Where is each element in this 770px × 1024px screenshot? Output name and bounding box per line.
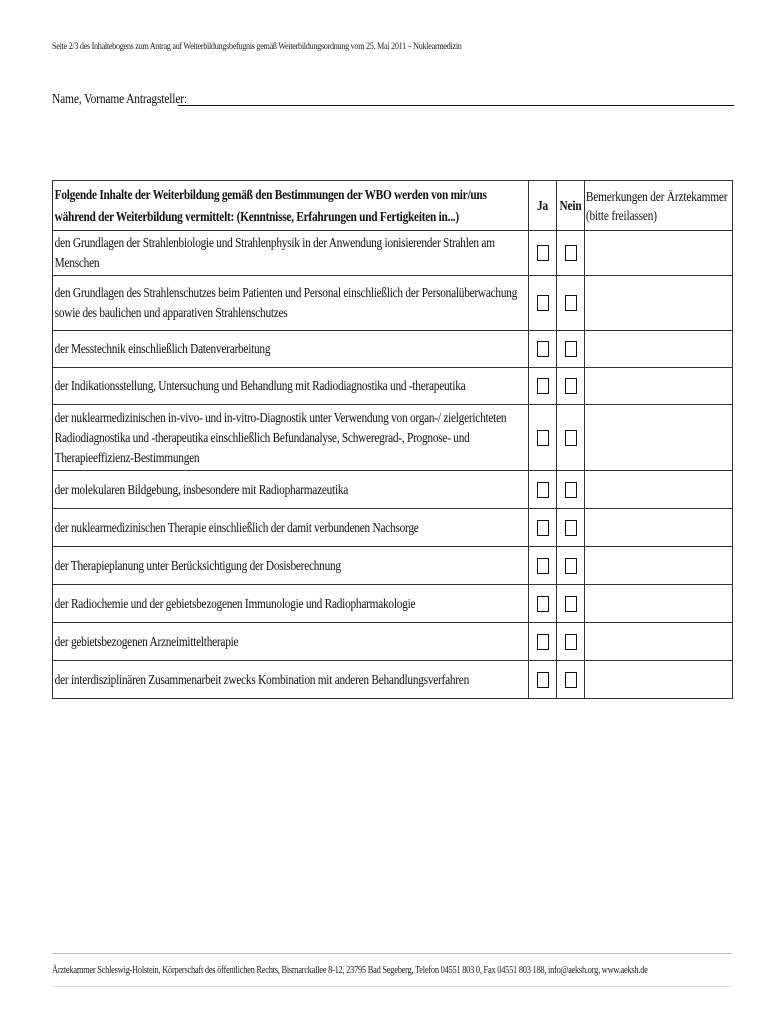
checkbox-yes[interactable] [537,634,549,650]
row-remarks-cell [585,231,733,276]
table-row [53,331,733,368]
row-cell-no [557,585,585,623]
table-row [53,547,733,585]
row-cell-yes [529,509,557,547]
table-header-row [53,181,733,231]
checkbox-no[interactable] [565,558,577,574]
column-header-no: Nein [557,181,585,231]
row-cell-yes [529,405,557,471]
page-footer: Ärztekammer Schleswig-Holstein, Körperschaft des öffentlichen Rechts, Bismarckallee 8-12, 23795 Bad Segeberg, Telefon 04551 803 0, Fax 04551 803 188, info@aeksh.org, www.aeksh.de [52,965,648,976]
table-row [53,623,733,661]
column-header-yes: Ja [529,181,557,231]
checkbox-yes[interactable] [537,245,549,261]
row-cell-yes [529,547,557,585]
row-cell-yes [529,471,557,509]
row-cell-no [557,623,585,661]
checkbox-yes[interactable] [537,558,549,574]
checkbox-yes[interactable] [537,520,549,536]
row-content-text: der Therapieplanung unter Berücksichtigung der Dosisberechnung [53,547,529,585]
row-cell-no [557,276,585,331]
checkbox-no[interactable] [565,430,577,446]
row-remarks-cell [585,471,733,509]
checkbox-no[interactable] [565,341,577,357]
row-cell-yes [529,368,557,405]
column-header-remarks: Bemerkungen der Ärztekammer (bitte freilassen) [585,181,733,231]
checkbox-yes[interactable] [537,378,549,394]
page-header: Seite 2/3 des Inhaltebogens zum Antrag auf Weiterbildungsbefugnis gemäß Weiterbildungsordnung vom 25. Mai 2011 – Nuklearmedizin [52,42,462,52]
row-cell-yes [529,585,557,623]
row-cell-no [557,331,585,368]
row-content-text: der gebietsbezogenen Arzneimitteltherapie [53,623,529,661]
row-remarks-cell [585,661,733,699]
checkbox-yes[interactable] [537,295,549,311]
row-cell-yes [529,661,557,699]
row-content-text: der Messtechnik einschließlich Datenverarbeitung [53,331,529,368]
row-cell-no [557,509,585,547]
table-row [53,509,733,547]
row-content-text: den Grundlagen des Strahlenschutzes beim Patienten und Personal einschließlich der Personalüberwachung sowie des baulichen und apparativen Strahlenschutzes [53,276,529,331]
table-row [53,405,733,471]
checkbox-no[interactable] [565,520,577,536]
row-cell-yes [529,331,557,368]
table-row [53,471,733,509]
table-row [53,585,733,623]
row-cell-no [557,471,585,509]
table-heading: Folgende Inhalte der Weiterbildung gemäß den Bestimmungen der WBO werden von mir/uns während der Weiterbildung vermittelt: (Kenntnisse, Erfahrungen und Fertigkeiten in...) [53,181,529,231]
row-cell-yes [529,623,557,661]
checkbox-no[interactable] [565,378,577,394]
table-row [53,276,733,331]
checkbox-no[interactable] [565,245,577,261]
row-cell-no [557,231,585,276]
row-remarks-cell [585,509,733,547]
footer-rule-bottom [52,986,732,987]
checkbox-yes[interactable] [537,430,549,446]
table-row [53,368,733,405]
checkbox-yes[interactable] [537,596,549,612]
checkbox-no[interactable] [565,482,577,498]
row-remarks-cell [585,405,733,471]
checkbox-no[interactable] [565,596,577,612]
checkbox-no[interactable] [565,672,577,688]
row-cell-yes [529,276,557,331]
row-content-text: der interdisziplinären Zusammenarbeit zwecks Kombination mit anderen Behandlungsverfahren [53,661,529,699]
row-cell-no [557,405,585,471]
applicant-name-field[interactable] [178,105,734,106]
row-cell-no [557,661,585,699]
row-remarks-cell [585,585,733,623]
table-row [53,231,733,276]
checkbox-yes[interactable] [537,341,549,357]
row-cell-no [557,368,585,405]
row-remarks-cell [585,547,733,585]
row-content-text: der nuklearmedizinischen Therapie einschließlich der damit verbundenen Nachsorge [53,509,529,547]
row-remarks-cell [585,368,733,405]
row-cell-no [557,547,585,585]
row-cell-yes [529,231,557,276]
checkbox-no[interactable] [565,634,577,650]
row-remarks-cell [585,276,733,331]
checkbox-no[interactable] [565,295,577,311]
row-content-text: der Radiochemie und der gebietsbezogenen Immunologie und Radiopharmakologie [53,585,529,623]
training-content-table [52,180,733,699]
row-content-text: den Grundlagen der Strahlenbiologie und Strahlenphysik in der Anwendung ionisierender Strahlen am Menschen [53,231,529,276]
row-content-text: der Indikationsstellung, Untersuchung und Behandlung mit Radiodiagnostika und -therapeutika [53,368,529,405]
row-content-text: der molekularen Bildgebung, insbesondere mit Radiopharmazeutika [53,471,529,509]
applicant-name-row [52,92,734,112]
applicant-name-label: Name, Vorname Antragsteller: [52,92,187,107]
row-remarks-cell [585,331,733,368]
row-content-text: der nuklearmedizinischen in-vivo- und in-vitro-Diagnostik unter Verwendung von organ-/ zielgerichteten Radiodiagnostika und -therapeutika einschließlich Befundanalyse, Schweregrad-, Prognose- und Therapieeffizienz-Bestimmungen [53,405,529,471]
row-remarks-cell [585,623,733,661]
footer-rule [52,953,732,954]
table-row [53,661,733,699]
checkbox-yes[interactable] [537,482,549,498]
checkbox-yes[interactable] [537,672,549,688]
